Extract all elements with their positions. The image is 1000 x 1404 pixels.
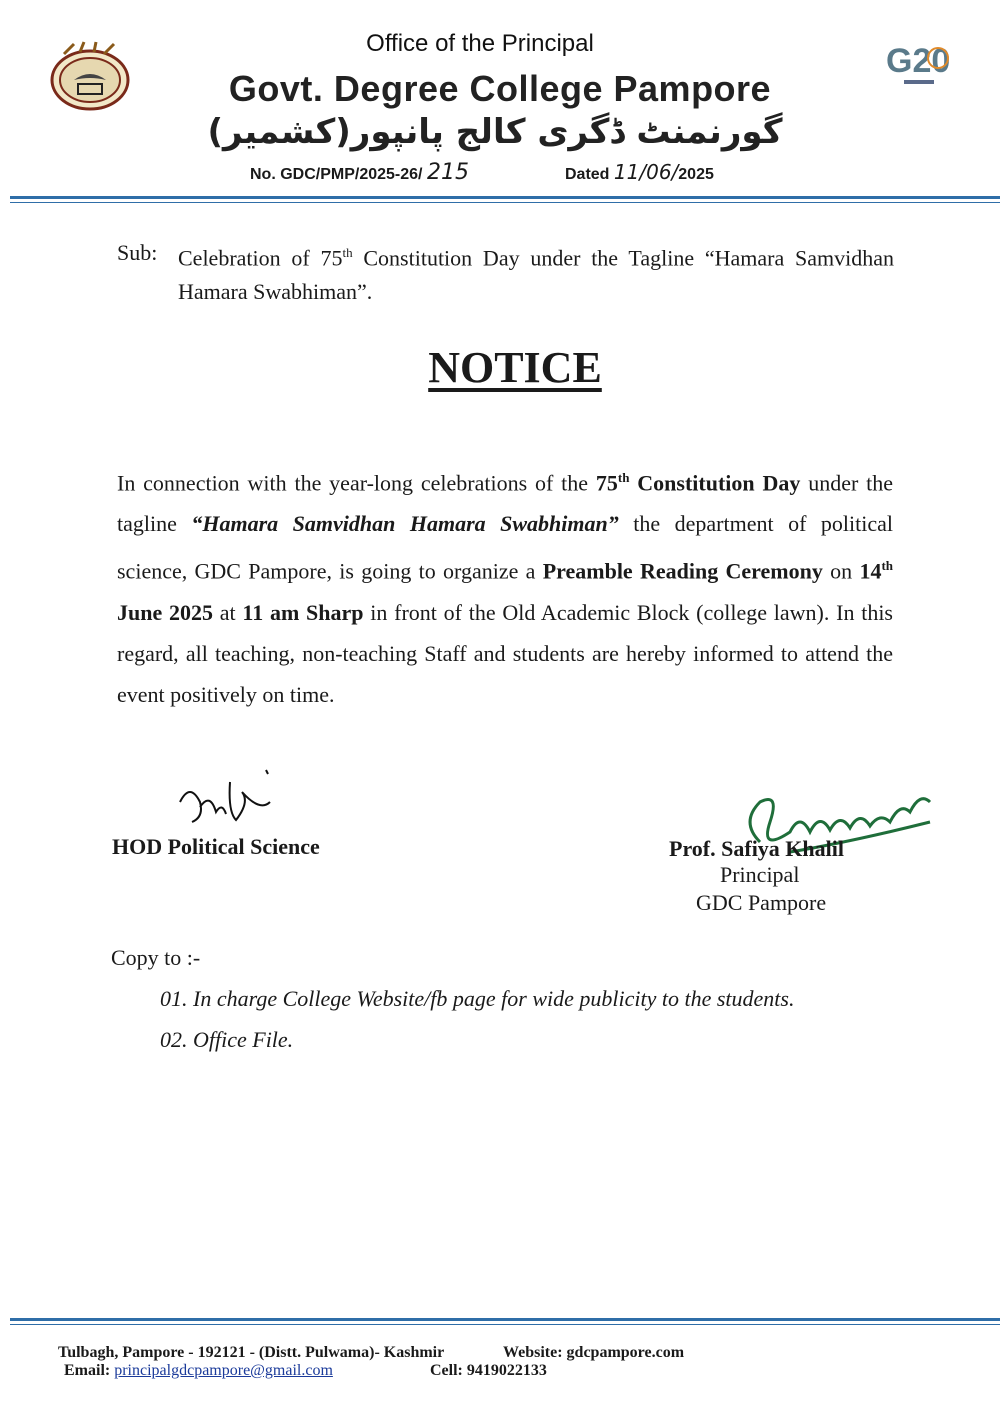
g20-logo-text: G20: [886, 42, 950, 80]
reference-number: [250, 160, 469, 185]
dated-line: [565, 160, 714, 184]
footer-rule-thin: [10, 1324, 1000, 1325]
copy-to-label: Copy to :-: [111, 945, 201, 970]
subject-label: Sub:: [117, 240, 158, 265]
college-name: Govt. Degree College Pampore: [228, 68, 772, 109]
principal-college: GDC Pampore: [696, 890, 827, 915]
dated-label: Dated: [565, 166, 610, 183]
footer-email-link[interactable]: principalgdcpampore@gmail.com: [114, 1362, 333, 1379]
header-rule-thin: [10, 202, 1000, 203]
hod-designation: HOD Political Science: [112, 834, 320, 859]
dated-year: 2025: [678, 166, 714, 183]
footer-website[interactable]: Website: gdcpampore.com: [503, 1344, 685, 1361]
dated-handwritten: 11/06/: [613, 160, 679, 184]
college-name-urdu: گورنمنٹ ڈگری کالج پانپور(کشمیر): [207, 112, 783, 152]
notice-title: NOTICE: [428, 343, 602, 392]
copy-item-2: 02. Office File.: [160, 1027, 294, 1052]
reference-prefix: No. GDC/PMP/2025-26/: [250, 166, 423, 183]
hod-signature: [170, 762, 290, 842]
copy-item-1: 01. In charge College Website/fb page for wide publicity to the students.: [160, 986, 795, 1011]
subject-text: Celebration of 75th Constitution Day under the Tagline “Hamara Samvidhan Hamara Swabhiman”.: [178, 245, 894, 305]
footer-address: Tulbagh, Pampore - 192121 - (Distt. Pulwama)- Kashmir: [58, 1344, 445, 1361]
footer-email-line: [64, 1362, 333, 1380]
notice-body: In connection with the year-long celebrations of the 75th Constitution Day under the tagline “Hamara Samvidhan Hamara Swabhiman” the department of political science, GDC Pampore, is going to organize a Preamble Reading Ceremony on 14th June 2025 at 11 am Sharp in front of the Old Academic Block (college lawn). In this regard, all teaching, non-teaching Staff and students are hereby informed to attend the event positively on time.: [117, 470, 893, 707]
header-rule: [10, 196, 1000, 199]
office-title: Office of the Principal: [366, 30, 594, 57]
footer-cell: Cell: 9419022133: [430, 1362, 547, 1379]
principal-designation: Principal: [720, 862, 800, 887]
principal-name: Prof. Safiya Khalil: [669, 836, 844, 861]
reference-handwritten-number: 215: [426, 160, 469, 185]
footer-rule: [10, 1318, 1000, 1321]
footer-email-label: Email:: [64, 1362, 115, 1379]
